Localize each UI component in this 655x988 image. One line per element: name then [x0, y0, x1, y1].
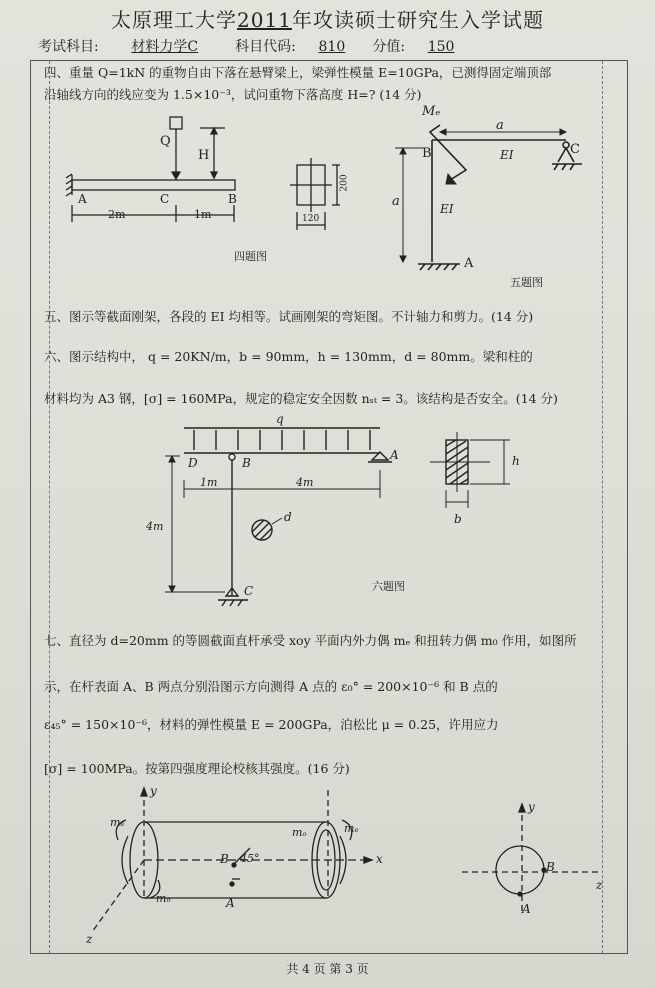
q7-line2: 示，在杆表面 A、B 两点分别沿图示方向测得 A 点的 ε₀° = 200×10⁻⁶ 和 B 点的 — [44, 679, 498, 694]
q7-line3: ε₄₅° = 150×10⁻⁶，材料的弹性模量 E = 200GPa，泊松比 μ = 0.25，许用应力 — [44, 717, 499, 732]
q4-line1: 四、重量 Q=1kN 的重物自由下落在悬臂梁上，梁弹性模量 E=10GPa，已测得固定端顶部 — [44, 65, 552, 80]
fig5-ei2: EI — [440, 202, 454, 216]
fig7-a: A — [226, 896, 235, 910]
subject-value: 材料力学C — [131, 39, 199, 55]
code-value: 810 — [318, 39, 346, 55]
fig5-b: B — [422, 146, 432, 161]
fig4-dim-b: 120 — [302, 214, 320, 224]
page-footer: 共 4 页 第 3 页 — [286, 962, 369, 976]
fig6-height: 4m — [146, 520, 164, 533]
q6-line2: 材料均为 A3 钢，[σ] = 160MPa，规定的稳定安全因数 nₛₜ = 3。该结构是否安全。(14 分) — [44, 391, 558, 406]
title-year: 2011 — [237, 8, 292, 32]
fig6-c-pt: C — [244, 584, 254, 598]
fig6-b: b — [454, 512, 462, 526]
q4-line2: 沿轴线方向的线应变为 1.5×10⁻³，试问重物下落高度 H=? (14 分) — [44, 87, 422, 102]
fig4-c: C — [160, 192, 170, 206]
fig6-h: h — [512, 454, 520, 468]
fig4-len2: 1m — [194, 208, 212, 221]
fig7-mo2: mₒ — [292, 826, 307, 839]
fig7-mo1: mₒ — [156, 892, 171, 905]
fig7-me2: mₑ — [344, 822, 359, 835]
fig6-caption: 六题图 — [372, 580, 405, 593]
code-label: 科目代码: — [235, 39, 296, 55]
fig7-angle: 45° — [240, 852, 260, 865]
q7-line4: [σ] = 100MPa。按第四强度理论校核其强度。(16 分) — [44, 761, 350, 776]
fig7-y1: y — [150, 784, 157, 798]
fig5-me: Mₑ — [422, 104, 441, 119]
fig7-b2: B — [546, 860, 555, 874]
q6-line1: 六、图示结构中， q = 20KN/m，b = 90mm，h = 130mm，d = 80mm。梁和柱的 — [44, 349, 533, 364]
fig7-a2: A — [522, 902, 531, 916]
fig7-z2: z — [596, 878, 603, 892]
fig5-a-left: a — [392, 194, 400, 209]
fig6-len2: 4m — [296, 476, 314, 489]
fig5-a-top: a — [496, 118, 504, 133]
fig7-b: B — [220, 852, 229, 866]
fig5-a: A — [464, 256, 474, 271]
fig5-caption: 五题图 — [510, 276, 543, 289]
fig6-d-pt: D — [188, 456, 198, 470]
fig6-len1: 1m — [200, 476, 218, 489]
fig7-x: x — [376, 852, 383, 866]
fig6-b-pt: B — [242, 456, 251, 470]
fig4-caption: 四题图 — [234, 250, 267, 263]
fig6-d: d — [284, 510, 292, 524]
fig7-me1: mₑ — [110, 816, 125, 829]
fig4-q: Q — [160, 134, 171, 149]
title-university: 太原理工大学 — [111, 8, 238, 32]
q7-line1: 七、直径为 d=20mm 的等圆截面直杆承受 xoy 平面内外力偶 mₑ 和扭转力偶 m₀ 作用，如图所 — [44, 633, 577, 648]
fig6-q: q — [276, 412, 284, 426]
score-label: 分值: — [372, 39, 406, 55]
fig4-len1: 2m — [108, 208, 126, 221]
fig6-a-pt: A — [390, 448, 399, 462]
fig7-y2: y — [528, 800, 535, 814]
weight-block — [170, 117, 182, 129]
fig7-z1: z — [86, 932, 93, 946]
q5-line: 五、图示等截面刚架，各段的 EI 均相等。试画刚架的弯矩图。不计轴力和剪力。(14 分) — [44, 309, 534, 324]
fig5-c: C — [570, 142, 580, 157]
fig5-ei1: EI — [500, 148, 514, 162]
fig4-b: B — [228, 192, 237, 206]
title-suffix: 年攻读硕士研究生入学试题 — [291, 8, 544, 32]
fig4-h: H — [198, 148, 210, 163]
score-value: 150 — [427, 39, 455, 55]
fig4-dim-h: 200 — [339, 174, 350, 192]
subject-label: 考试科目: — [38, 39, 99, 55]
fig4-a: A — [78, 192, 87, 206]
